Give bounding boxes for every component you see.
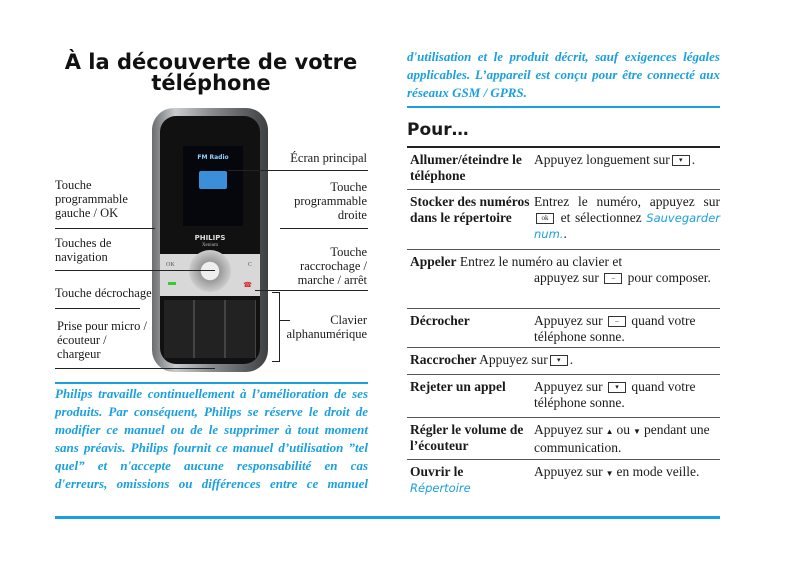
end-key-icon: ☎	[243, 281, 252, 289]
table-row: Rejeter un appel Appuyez sur ▾ quand votre téléphone sonne.	[407, 374, 720, 379]
page-title: À la découverte de votre téléphone	[64, 50, 358, 95]
down-arrow-icon: ▼	[633, 427, 641, 436]
table-row: Ouvrir le Répertoire Appuyez sur ▼ en mode veille.	[407, 459, 720, 464]
call-key-icon: –	[604, 273, 622, 284]
down-arrow-icon: ▼	[605, 469, 614, 478]
table-row: Stocker des numéros dans le répertoire Entrez le numéro, appuyez sur ok et sélectionnez Sauvegarder num..	[407, 189, 720, 194]
end-key-icon: ▾	[550, 355, 568, 366]
callout-ecran: Écran principal	[290, 151, 367, 165]
table-row: Allumer/éteindre le téléphone Appuyez longuement sur ▾ .	[407, 146, 720, 152]
menu-link: Répertoire	[410, 481, 471, 495]
ok-key-icon: ok	[536, 213, 554, 224]
phone-illustration	[152, 108, 268, 372]
call-key-icon	[168, 282, 176, 285]
radio-icon	[199, 171, 227, 189]
call-key-icon: –	[608, 316, 626, 327]
menu-link: Sauvegarder num.	[534, 211, 720, 241]
end-key-icon: ▾	[672, 155, 690, 166]
phone-screen	[183, 146, 243, 226]
nav-key	[189, 250, 231, 292]
section-heading: Pour…	[407, 120, 469, 140]
table-row: Régler le volume de l’écouteur Appuyez sur ▲ ou ▼ pendant une communication.	[407, 417, 720, 422]
brand-logo: PHILIPS	[194, 234, 226, 242]
keypad	[164, 300, 256, 358]
disclaimer-left: Philips travaille continuellement à l’amélioration de ses produits. Par conséquent, Philips se réserve le droit de modifier ce manuel ou de le supprimer à tout moment sans préavis. Philips fournit ce manuel d’utilisation ”tel quel” et n'accepte aucune responsabilité en cas d'erreurs, omissions ou différences entre ce manuel	[55, 386, 368, 491]
callout-soft-left: Touche programmable gauche / OK	[55, 178, 128, 220]
disclaimer-right: d'utilisation et le produit décrit, sauf exigences légales applicables. L’appareil est conçu pour être connecté aux réseaux GSM / GPRS.	[407, 49, 720, 100]
end-key-icon: ▾	[608, 382, 626, 393]
table-row: Décrocher Appuyez sur – quand votre téléphone sonne.	[407, 308, 720, 313]
screen-title: FM Radio	[197, 154, 229, 161]
callout-keypad: Clavier alphanumérique	[286, 313, 367, 341]
callout-hangup: Touche raccrochage / marche / arrêt	[297, 245, 367, 287]
model-label: Xenium	[201, 243, 219, 248]
control-panel	[160, 254, 260, 296]
c-key: C	[247, 262, 252, 268]
callout-jack: Prise pour micro / écouteur / chargeur	[57, 319, 147, 361]
ok-key: OK	[166, 262, 175, 268]
table-row: Raccrocher Appuyez sur ▾ .	[407, 347, 720, 352]
table-row: Appeler Entrez le numéro au clavier et appuyez sur – pour composer.	[407, 249, 720, 254]
up-arrow-icon: ▲	[605, 427, 614, 436]
callout-pickup: Touche décrochage	[55, 286, 152, 300]
callout-soft-right: Touche programmable droite	[294, 180, 367, 222]
callout-nav: Touches de navigation	[55, 236, 112, 264]
